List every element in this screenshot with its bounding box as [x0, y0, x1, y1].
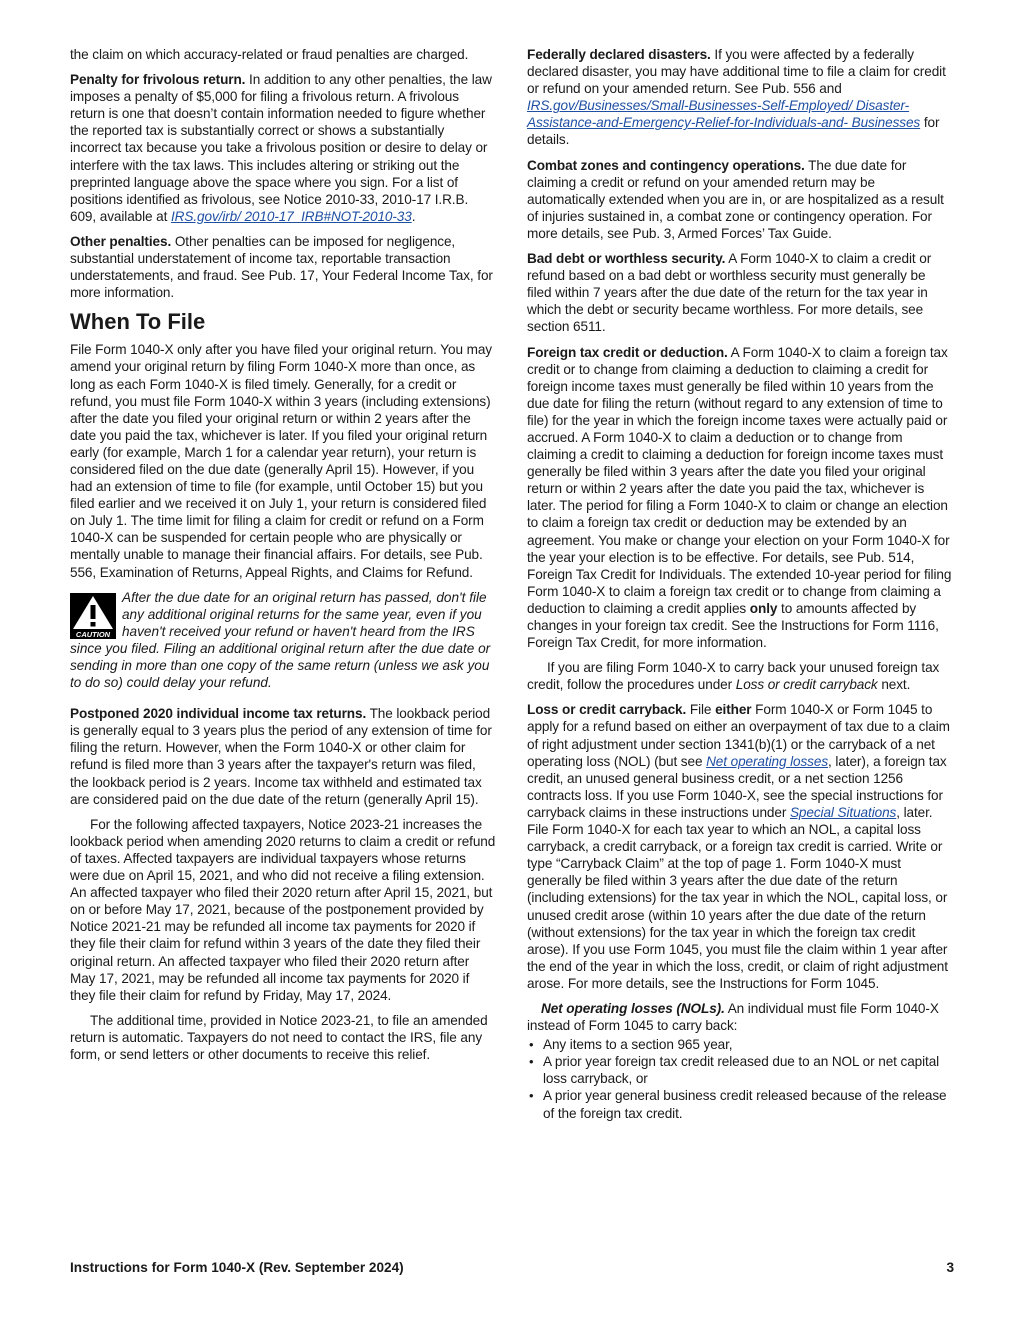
heading-disasters: Federally declared disasters.: [527, 47, 711, 62]
nol-bullet-list: [527, 1036, 953, 1121]
paragraph-additional-time: The additional time, provided in Notice 2023-21, to file an amended return is automatic. Taxpayers do not need to contact the IRS, file any form, or send letters or other documents to receive this relief.: [70, 1012, 488, 1062]
heading-bad-debt: Bad debt or worthless security.: [527, 251, 726, 267]
foreign-text: A Form 1040-X to claim a foreign tax credit or to change from claiming a deduction to claiming a credit for foreign income taxes must generally be filed within 10 years from the due date for filing the return (without regard to any extension of time to file) for the year in which the foreign income taxes were actually paid or accrued. A Form 1040-X to claim a deduction or to change from claiming a credit to claiming a deduction for foreign income taxes must generally be filed within 3 years after the date you filed your original return or within 2 years after the date you paid the tax, whichever is later. The period for filing a Form 1040-X to claim or change an election to claim a foreign tax credit or deduction may be extended by an agreement. You make or change your election on your Form 1040-X for the year your election is to be effective. For details, see Pub. 514, Foreign Tax Credit for Individuals. The extended 10-year period for filing Form 1040-X to claim a foreign tax credit or to change from claiming a deduction to claiming a credit applies: [527, 344, 952, 616]
caution-box: [70, 589, 496, 692]
carryback-note-italic: Loss or credit carryback: [735, 677, 878, 693]
combat-text: The due date for claiming a credit or refund on your amended return may be automatically extended when you are in, or are hospitalized as a result of injuries sustained in, a combat zone or contingency operation. For more details, see Pub. 3, Armed Forces’ Tax Guide.: [527, 157, 944, 241]
paragraph-frivolous-return: [70, 71, 496, 225]
paragraph-carryback-note: [527, 659, 953, 693]
paragraph-loss-carryback: [527, 701, 953, 992]
paragraph-foreign-tax: [527, 344, 953, 652]
heading-frivolous-return: Penalty for frivolous return.: [70, 72, 246, 88]
bad-debt-text: A Form 1040-X to claim a credit or refund based on a bad debt or worthless security must generally be filed within 7 years after the due date of the return for the tax year in which the debt or security became worthless. For more details, see section 6511.: [527, 251, 932, 335]
list-item: [527, 1053, 953, 1087]
loss-text-2: Form 1040-X or Form 1045 to apply for a refund based on either an overpayment of tax due to a claim of right adjustment under section 1341(b)(1) or the carryback of a net operating loss (NOL) (but see: [527, 702, 950, 769]
list-item: [527, 1036, 953, 1053]
paragraph-when-to-file: File Form 1040-X only after you have filed your original return. You may amend your original return by filing Form 1040-X more than once, as long as each Form 1040-X is filed timely. Generally, for a credit or refund, you must file Form 1040-X within 3 years (including extensions) after the date you filed your original return or within 2 years after the date you paid the tax, whichever is later. If you filed your original return early (for example, March 1 for a calendar year return), your return is considered filed on the due date (generally April 15). However, if you had an extension of time to file (for example, until October 15) but you filed earlier and we received it on July 1, your return is considered filed on July 1. The time limit for filing a claim for credit or refund on a Form 1040-X can be suspended for certain people who are physically or mentally unable to manage their financial affairs. For details, see Pub. 556, Examination of Returns, Appeal Rights, and Claims for Refund.: [70, 342, 492, 580]
heading-other-penalties: Other penalties.: [70, 233, 172, 249]
disasters-text: If you were affected by a federally declared disaster, you may have additional time to file a claim for credit or refund on your amended return. See Pub. 556 and: [527, 47, 946, 97]
frivolous-text: In addition to any other penalties, the law imposes a penalty of $5,000 for filing a frivolous return. A frivolous return is one that doesn’t contain information needed to figure whether the reported tax is substantially correct or shows a substantially incorrect tax because you take a frivolous position or desire to delay or interfere with the tax laws. This includes altering or striking out the preprinted language above the space where you sign. For a list of positions identified as frivolous, see Notice 2010-33, 2010-17 I.R.B. 609, available at: [70, 72, 492, 224]
list-item: [527, 1087, 953, 1121]
carryback-note-text: If you are filing Form 1040-X to carry back your unused foreign tax credit, follow the procedures under: [527, 660, 940, 693]
caution-icon: [70, 593, 116, 639]
page-footer: [70, 1260, 954, 1275]
paragraph-combat-zones: [527, 157, 953, 242]
paragraph-other-penalties: [70, 233, 496, 301]
heading-postponed-returns: Postponed 2020 individual income tax returns.: [70, 706, 367, 722]
heading-foreign-tax: Foreign tax credit or deduction.: [527, 344, 728, 360]
foreign-end: to amounts affected by changes in your foreign tax credit. See the Instructions for Form 1116, Foreign Tax Credit, for more information.: [527, 600, 939, 651]
bullet-icon: •: [529, 1088, 534, 1104]
loss-text-3: , later), a foreign tax credit, an unused general business credit, or a net section 1256 contracts loss. If you use Form 1040-X, see the special instructions for carryback claims in these instructions under: [527, 753, 947, 820]
footer-title: Instructions for Form 1040-X (Rev. September 2024): [70, 1260, 404, 1275]
irb-notice-link[interactable]: IRS.gov/irb/ 2010-17_IRB#NOT-2010-33: [170, 208, 412, 224]
page-number: 3: [946, 1260, 954, 1275]
paragraph-accuracy-penalties: the claim on which accuracy-related or fraud penalties are charged.: [70, 47, 469, 62]
carryback-note-end: next.: [877, 677, 911, 693]
nol-text: An individual must file Form 1040-X instead of Form 1045 to carry back:: [527, 1000, 939, 1034]
paragraph-nol: [527, 1000, 953, 1034]
heading-nol: Net operating losses (NOLs).: [541, 1000, 725, 1016]
left-column: [70, 46, 496, 1071]
bullet-icon: •: [529, 1054, 534, 1070]
heading-combat-zones: Combat zones and contingency operations.: [527, 157, 805, 173]
bullet-text: A prior year foreign tax credit released due to an NOL or net capital loss carryback, or: [543, 1054, 940, 1087]
heading-loss-carryback: Loss or credit carryback.: [527, 702, 687, 718]
section-heading-when-to-file: When To File: [70, 309, 206, 335]
caution-label: CAUTION: [75, 629, 111, 639]
loss-text-1: File: [686, 702, 716, 718]
paragraph-disasters: [527, 46, 953, 149]
net-operating-losses-link[interactable]: Net operating losses: [706, 753, 829, 769]
loss-either-bold: either: [715, 702, 752, 718]
paragraph-postponed-returns: [70, 705, 496, 808]
right-column: [527, 46, 953, 1122]
paragraph-affected-taxpayers: For the following affected taxpayers, Notice 2023-21 increases the lookback period when amending 2020 returns to claim a credit or refund of taxes. Affected taxpayers are individual taxpayers whose returns were due on April 15, 2021, and who did not receive a filing extension. An affected taxpayer who filed their 2020 return after April 15, 2021, but on or before May 17, 2021, because of the postponement provided by Notice 2021-21 may be refunded all income tax payments for 2020 if they file their claim for refund within 3 years of the date they filed their original return. An affected taxpayer who filed their 2020 return after May 17, 2021, may be refunded all income tax payments for 2020 if they file their claim for refund by Friday, May 17, 2024.: [70, 816, 496, 1003]
disaster-assistance-link[interactable]: IRS.gov/Businesses/Small-Businesses-Self-Employed/ Disaster-Assistance-and-Emergency-Relief-for-Individuals-and- Businesses: [527, 98, 921, 131]
disasters-end: for details.: [527, 115, 940, 148]
special-situations-link[interactable]: Special Situations: [789, 804, 897, 820]
bullet-text: A prior year general business credit released because of the release of the foreign tax credit.: [543, 1088, 947, 1121]
postponed-text: The lookback period is generally equal to 3 years plus the period of any extension of time for filing the return. However, when the Form 1040-X or other claim for refund is filed more than 3 years after the taxpayer's return was filed, the lookback period is 2 years. Income tax withheld and estimated tax are considered paid on the due date of the return (generally April 15).: [70, 706, 492, 807]
paragraph-bad-debt: [527, 250, 953, 335]
other-penalties-text: Other penalties can be imposed for negligence, substantial understatement of income tax, reportable transaction understatements, and fraud. See Pub. 17, Your Federal Income Tax, for more information.: [70, 233, 493, 301]
caution-text: After the due date for an original return has passed, don't file any additional original returns for the same year, even if you haven't received your refund or haven't heard from the IRS since you filed. Filing an additional original return after the due date or sending in more than one copy of the same return (unless we ask you to do so) could delay your refund.: [70, 589, 491, 691]
bullet-text: Any items to a section 965 year,: [543, 1037, 733, 1053]
foreign-only-bold: only: [749, 600, 778, 616]
frivolous-end: .: [411, 208, 416, 224]
loss-text-4: , later. File Form 1040-X for each tax year to which an NOL, a capital loss carryback, a credit carryback, or a foreign tax credit is carried. Write or type “Carryback Claim” at the top of page 1. Form 1040-X must generally be filed within 3 years after the due date of the return (including extensions) for the tax year in which the NOL, capital loss, or unused credit arose (within 10 years after the due date of the return (without extensions) for the tax year in which the foreign tax credit arose). If you use Form 1045, you must file the claim within 1 year after the end of the year in which the loss, credit, or claim of right adjustment arose. For more details, see the Instructions for Form 1045.: [527, 804, 948, 991]
bullet-icon: •: [529, 1037, 534, 1053]
